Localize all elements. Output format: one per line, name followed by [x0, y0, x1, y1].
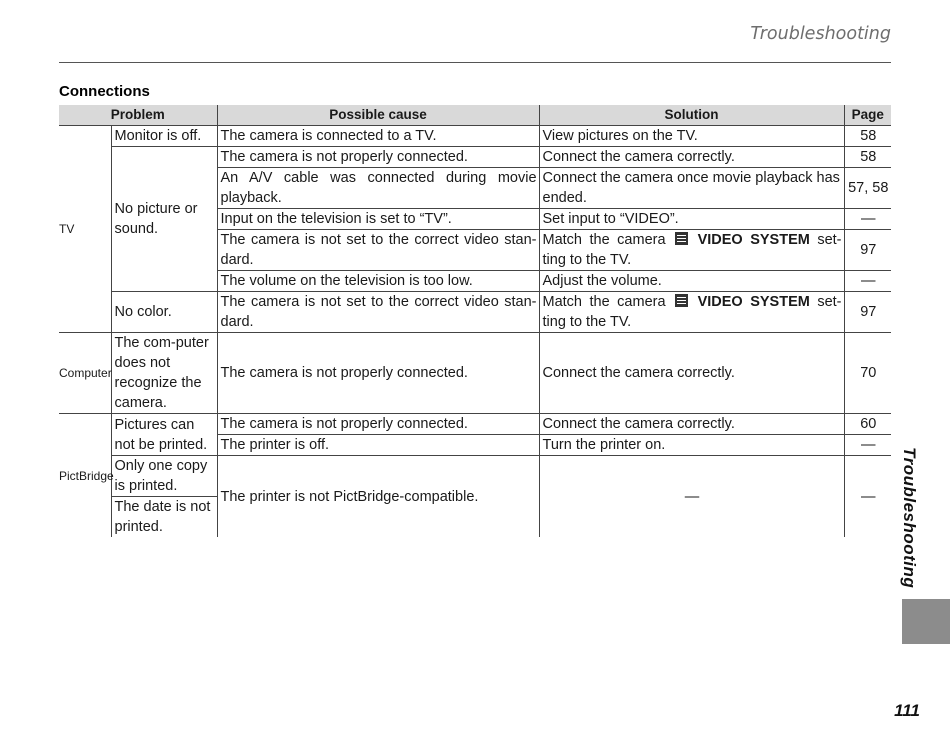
page-cell: 70 — [844, 333, 891, 414]
cause-cell: The printer is off. — [217, 435, 539, 456]
cause-cell: The camera is not properly connected. — [217, 147, 539, 168]
table-row — [59, 456, 891, 497]
section-title: Connections — [59, 83, 150, 100]
cause-cell: The camera is not properly connected. — [217, 333, 539, 414]
cause-cell: An A/V cable was connected during movie playback. — [217, 168, 539, 209]
page-cell: 97 — [844, 292, 891, 333]
page-cell: 58 — [844, 147, 891, 168]
solution-cell: — — [539, 456, 844, 538]
menu-item-name: VIDEO SYSTEM — [697, 232, 810, 248]
column-header-solution: Solution — [539, 105, 844, 126]
cause-cell: The camera is not set to the correct video stan-dard. — [217, 292, 539, 333]
header-rule — [59, 62, 891, 63]
side-tab-marker — [902, 599, 950, 644]
problem-cell: No color. — [111, 292, 217, 333]
solution-suffix: set-ting to the TV. — [542, 294, 842, 330]
solution-suffix: set-ting to the TV. — [542, 232, 842, 268]
cause-cell: The camera is connected to a TV. — [217, 126, 539, 147]
menu-item-name: VIDEO SYSTEM — [697, 294, 810, 310]
category-tv: TV — [59, 126, 111, 333]
table-row — [59, 126, 891, 147]
page-cell: 97 — [844, 230, 891, 271]
connections-table — [59, 105, 891, 537]
solution-prefix: Match the camera — [542, 294, 666, 310]
column-header-problem: Problem — [59, 105, 217, 126]
solution-cell: Connect the camera once movie playback has ended. — [539, 168, 844, 209]
column-header-page: Page — [844, 105, 891, 126]
page-cell: — — [844, 209, 891, 230]
table-row — [59, 292, 891, 333]
category-computer: Computer — [59, 333, 111, 414]
solution-cell: Connect the camera correctly. — [539, 414, 844, 435]
page-number: 111 — [894, 701, 920, 720]
problem-cell: Monitor is off. — [111, 126, 217, 147]
problem-cell: No picture or sound. — [111, 147, 217, 292]
table-header-row — [59, 105, 891, 126]
problem-cell: The date is not printed. — [111, 497, 217, 538]
page-cell: — — [844, 271, 891, 292]
problem-cell: Only one copy is printed. — [111, 456, 217, 497]
cause-cell: The volume on the television is too low. — [217, 271, 539, 292]
page-cell: — — [844, 435, 891, 456]
problem-cell: The com-puter does not recognize the camera. — [111, 333, 217, 414]
table-row — [59, 333, 891, 414]
page-cell: 58 — [844, 126, 891, 147]
solution-cell: Connect the camera correctly. — [539, 147, 844, 168]
cause-cell: The camera is not set to the correct video stan-dard. — [217, 230, 539, 271]
solution-cell: View pictures on the TV. — [539, 126, 844, 147]
solution-cell — [539, 292, 844, 333]
solution-cell: Adjust the volume. — [539, 271, 844, 292]
side-tab-label: Troubleshooting — [900, 447, 919, 589]
solution-cell: Turn the printer on. — [539, 435, 844, 456]
setup-menu-icon — [675, 232, 688, 245]
table-row — [59, 414, 891, 435]
problem-cell: Pictures can not be printed. — [111, 414, 217, 456]
category-pictbridge: PictBridge — [59, 468, 114, 483]
page-cell: 60 — [844, 414, 891, 435]
table-row — [59, 147, 891, 168]
solution-cell: Set input to “VIDEO”. — [539, 209, 844, 230]
solution-prefix: Match the camera — [542, 232, 666, 248]
running-head: Troubleshooting — [750, 24, 891, 44]
column-header-cause: Possible cause — [217, 105, 539, 126]
solution-cell: Connect the camera correctly. — [539, 333, 844, 414]
cause-cell: Input on the television is set to “TV”. — [217, 209, 539, 230]
solution-cell — [539, 230, 844, 271]
page-cell: 57, 58 — [844, 168, 891, 209]
cause-cell: The printer is not PictBridge-compatible. — [217, 456, 539, 538]
cause-cell: The camera is not properly connected. — [217, 414, 539, 435]
setup-menu-icon — [675, 294, 688, 307]
page-cell: — — [844, 456, 891, 538]
